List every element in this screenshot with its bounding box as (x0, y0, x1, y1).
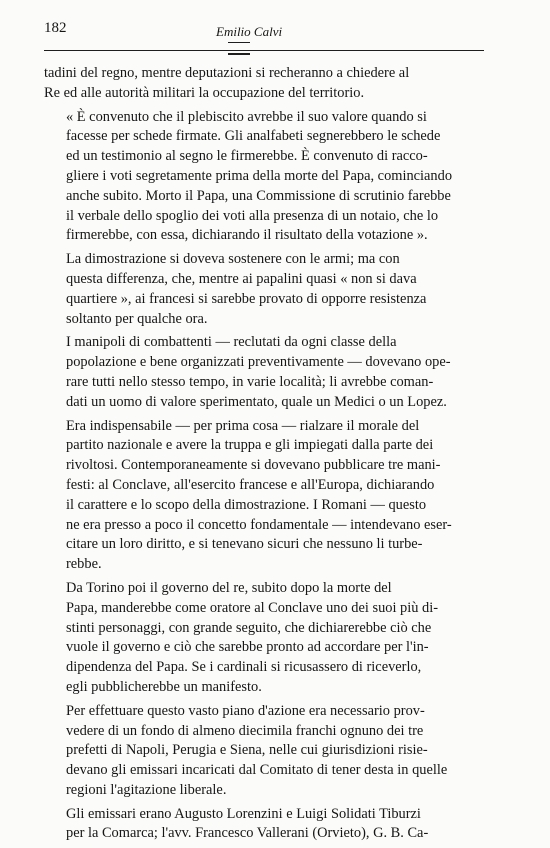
text-line: « È convenuto che il plebiscito avrebbe il suo valore quando si (66, 108, 427, 125)
text-line: ed un testimonio al segno le firmerebbe. È convenuto di racco- (66, 148, 428, 165)
paragraph (44, 417, 486, 575)
text-line: il carattere e lo scopo della dimostrazione. I Romani — questo (66, 496, 427, 513)
text-line: tadini del regno, mentre deputazioni si recheranno a chiedere al (44, 65, 410, 81)
paragraph (44, 579, 486, 698)
text-line: facesse per schede firmate. Gli analfabeti segnerebbero le schede (66, 128, 441, 145)
text-line: Era indispensabile — per prima cosa — rialzare il morale del (66, 417, 420, 434)
paragraph (44, 702, 486, 801)
text-line: il verbale dello spoglio dei voti alla presenza di un notaio, che lo (66, 207, 439, 224)
text-line: prefetti di Napoli, Perugia e Siena, nelle cui giurisdizioni risie- (66, 742, 428, 759)
page-number: 182 (44, 20, 67, 36)
header-rule (44, 50, 484, 51)
text-line: vedere di un fondo di almeno diecimila franchi ognuno dei tre (66, 722, 424, 739)
running-head: Emilio Calvi (216, 24, 283, 39)
text-line: partito nazionale e avere la truppa e gli impiegati dalla parte dei (66, 437, 434, 454)
text-line: I manipoli di combattenti — reclutati da ogni classe della (66, 334, 397, 351)
paragraph (44, 805, 486, 845)
text-line: vuole il governo e ciò che sarebbe pronto ad accordare per l'in- (66, 639, 429, 656)
text-line: regioni l'agitazione liberale. (66, 781, 227, 798)
text-line: soltanto per qualche ora. (66, 310, 208, 327)
text-line: popolazione e bene organizzati preventivamente — dovevano ope- (66, 354, 451, 371)
paragraph (44, 108, 486, 247)
text-line: rebbe. (66, 556, 102, 573)
text-line: Da Torino poi il governo del re, subito dopo la morte del (66, 579, 392, 596)
header-ornament (228, 42, 250, 55)
paragraph (44, 333, 486, 412)
text-line: rivoltosi. Contemporaneamente si dovevano pubblicare tre mani- (66, 457, 441, 474)
text-line: Per effettuare questo vasto piano d'azione era necessario prov- (66, 702, 425, 719)
text-line: rare tutti nello stesso tempo, in varie località; li avrebbe coman- (66, 373, 434, 390)
text-line: egli pubblicherebbe un manifesto. (66, 678, 262, 695)
text-line: Re ed alle autorità militari la occupazione del territorio. (44, 84, 365, 101)
text-line: dipendenza del Papa. Se i cardinali si ricusassero di riceverlo, (66, 659, 422, 676)
text-line: per la Comarca; l'avv. Francesco Vallerani (Orvieto), G. B. Ca- (66, 825, 429, 842)
text-line: firmerebbe, con essa, dichiarando il risultato della votazione ». (66, 227, 428, 244)
text-line: devano gli emissari incaricati dal Comitato di tener desta in quelle (66, 762, 448, 779)
body-text (44, 64, 486, 848)
text-line: dati un uomo di valore sperimentato, quale un Medici o un Lopez. (66, 393, 447, 410)
page-header (44, 16, 484, 56)
text-line: Papa, manderebbe come oratore al Conclave uno dei suoi più di- (66, 599, 439, 616)
text-line: anche subito. Morto il Papa, una Commissione di scrutinio farebbe (66, 187, 451, 204)
paragraph (44, 64, 486, 104)
text-line: gliere i voti segretamente prima della morte del Papa, cominciando (66, 167, 453, 184)
text-line: Gli emissari erano Augusto Lorenzini e Luigi Solidati Tiburzi (66, 805, 421, 822)
text-line: La dimostrazione si doveva sostenere con le armi; ma con (66, 251, 400, 268)
paragraph (44, 250, 486, 329)
text-line: quartiere », ai francesi si sarebbe provato di opporre resistenza (66, 290, 427, 307)
text-line: citare un loro diritto, e si tenevano sicuri che nessuno li turbe- (66, 536, 423, 553)
text-line: stinti personaggi, con grande seguito, che dichiarerebbe ciò che (66, 619, 432, 636)
text-line: ne era presso a poco il concetto fondamentale — intendevano eser- (66, 516, 452, 533)
text-line: festi: al Conclave, all'esercito francese e all'Europa, dichiarando (66, 476, 435, 493)
text-line: questa differenza, che, mentre ai papalini quasi « non si dava (66, 270, 417, 287)
